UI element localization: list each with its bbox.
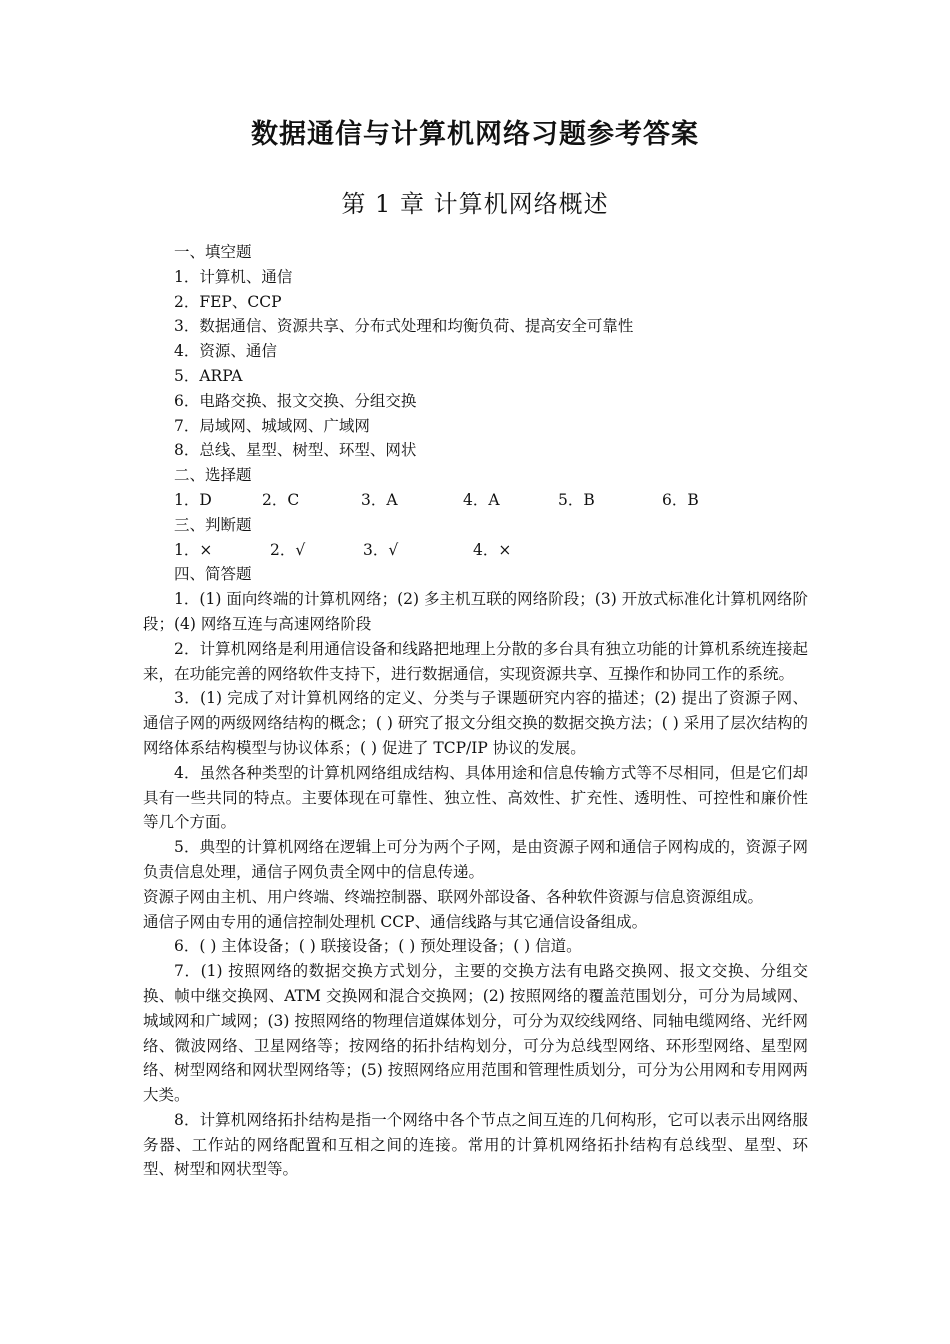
choice-answer: 6．B <box>662 490 699 509</box>
answer-item: 1．计算机、通信 <box>174 267 293 286</box>
choice-answer: 4．A <box>463 490 500 509</box>
answer-item: 6．电路交换、报文交换、分组交换 <box>174 391 417 410</box>
answer-item: 7．局域网、城域网、广域网 <box>174 416 370 435</box>
section-heading-short-answer: 四、简答题 <box>174 565 252 584</box>
answer-paragraph: 通信子网由专用的通信控制处理机 CCP、通信线路与其它通信设备组成。 <box>143 912 648 931</box>
choice-answer: 3．A <box>361 490 398 509</box>
answer-paragraph: 1．(1) 面向终端的计算机网络；(2) 多主机互联的网络阶段；(3) 开放式标准化计算机网络阶段；(4) 网络互连与高速网络阶段 <box>143 590 808 633</box>
answer-paragraph: 7．(1) 按照网络的数据交换方式划分，主要的交换方法有电路交换网、报文交换、分组交换、帧中继交换网、ATM 交换网和混合交换网；(2) 按照网络的覆盖范围划分，可分为局域网、城域网和广域网；(3) 按照网络的物理信道媒体划分，可分为双绞线网络、同轴电缆网络、光纤网络、微波网络、卫星网络等；按网络的拓扑结构划分，可分为总线型网络、环形型网络、星型网络、树型网络和网状型网络等；(5) 按照网络应用范围和管理性质划分，可分为公用网和专用网两大类。 <box>143 962 808 1105</box>
judge-answer: 1．× <box>174 540 213 559</box>
answer-paragraph: 2．计算机网络是利用通信设备和线路把地理上分散的多台具有独立功能的计算机系统连接起来，在功能完善的网络软件支持下，进行数据通信，实现资源共享、互操作和协同工作的系统。 <box>143 639 808 683</box>
choice-answer: 1．D <box>174 490 212 509</box>
answer-item: 4．资源、通信 <box>174 342 277 361</box>
judge-answer: 2．√ <box>270 540 306 559</box>
judge-answer: 3．√ <box>363 540 399 559</box>
chapter-title: 第 1 章 计算机网络概述 <box>341 190 609 218</box>
section-heading-judge: 三、判断题 <box>174 515 252 534</box>
document-title: 数据通信与计算机网络习题参考答案 <box>251 119 699 150</box>
judge-answer-row <box>143 538 808 563</box>
answer-item: 8．总线、星型、树型、环型、网状 <box>174 441 417 460</box>
answer-paragraph: 资源子网由主机、用户终端、终端控制器、联网外部设备、各种软件资源与信息资源组成。 <box>143 887 764 906</box>
section-heading-fill-blank: 一、填空题 <box>174 243 252 261</box>
answer-paragraph: 4．虽然各种类型的计算机网络组成结构、具体用途和信息传输方式等不尽相同，但是它们却具有一些共同的特点。主要体现在可靠性、独立性、高效性、扩充性、透明性、可控性和廉价性等几个方面。 <box>143 763 808 832</box>
choice-answer: 5．B <box>558 490 595 509</box>
answer-item: 2．FEP、CCP <box>174 292 282 311</box>
section-heading-choice: 二、选择题 <box>174 466 252 485</box>
answer-item: 3．数据通信、资源共享、分布式处理和均衡负荷、提高安全可靠性 <box>174 317 634 336</box>
answer-paragraph: 3．(1) 完成了对计算机网络的定义、分类与子课题研究内容的描述；(2) 提出了资源子网、通信子网的两级网络结构的概念；( ) 研究了报文分组交换的数据交换方法；( ) 采用了层次结构的网络体系结构模型与协议体系；( ) 促进了 TCP/IP 协议的发展。 <box>143 689 808 757</box>
judge-answer: 4．× <box>473 540 512 559</box>
answer-item: 5．ARPA <box>174 366 243 385</box>
answer-paragraph: 8．计算机网络拓扑结构是指一个网络中各个节点之间互连的几何构形，它可以表示出网络服务器、工作站的网络配置和互相之间的连接。常用的计算机网络拓扑结构有总线型、星型、环型、树型和网状型等。 <box>143 1110 808 1179</box>
document-body <box>143 240 808 1182</box>
choice-answer: 2．C <box>262 490 300 509</box>
choice-answer-row <box>143 488 808 513</box>
answer-paragraph: 6．( ) 主体设备；( ) 联接设备；( ) 预处理设备；( ) 信道。 <box>174 937 582 956</box>
answer-paragraph: 5．典型的计算机网络在逻辑上可分为两个子网，是由资源子网和通信子网构成的，资源子网负责信息处理，通信子网负责全网中的信息传递。 <box>143 838 808 881</box>
